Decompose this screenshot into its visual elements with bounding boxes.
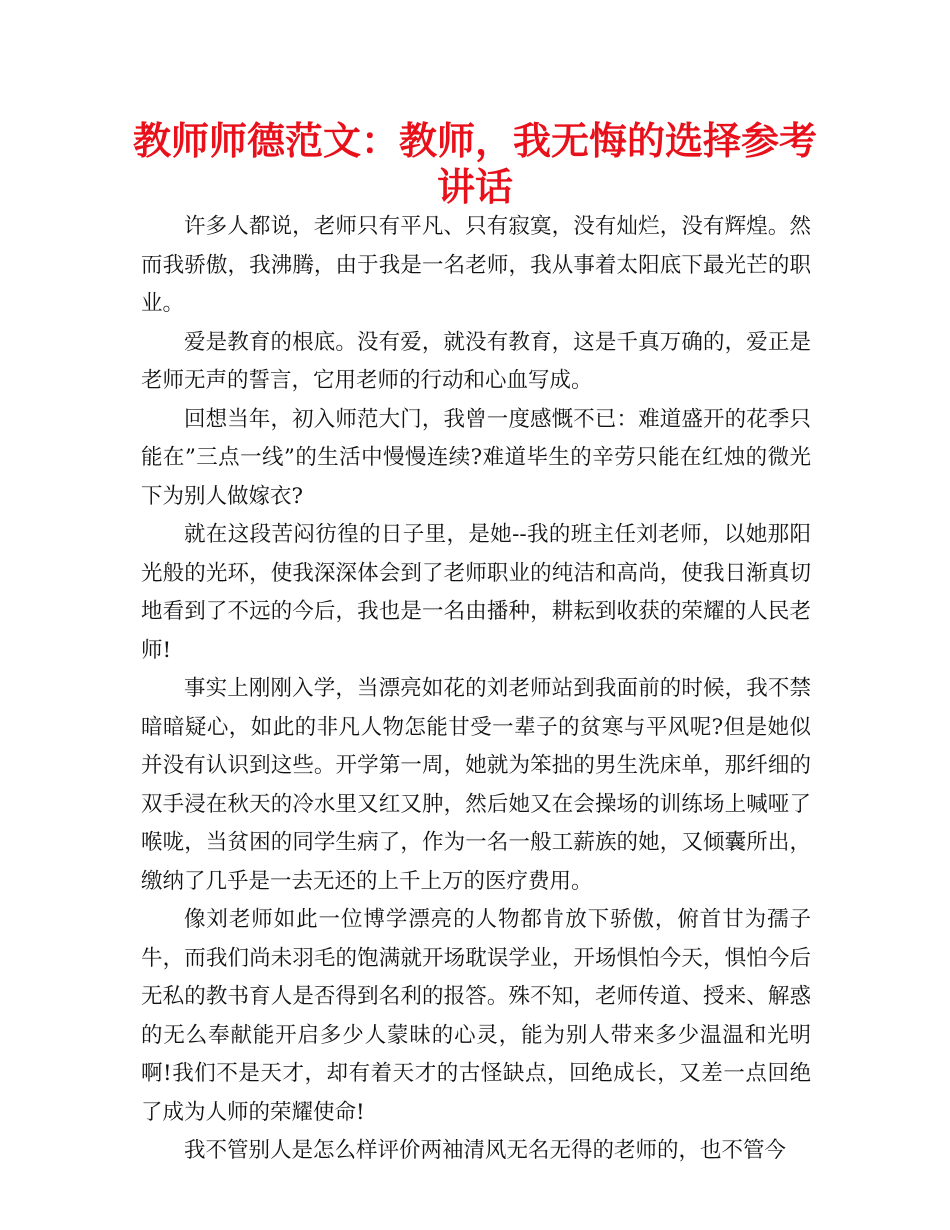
paragraph-3: 回想当年，初入师范大门，我曾一度感慨不已：难道盛开的花季只能在”三点一线”的生活中慢慢连续?难道毕生的辛劳只能在红烛的微光下为别人做嫁衣? <box>141 406 811 509</box>
paragraph-2: 爱是教育的根底。没有爱，就没有教育，这是千真万确的，爱正是老师无声的誓言，它用老师的行动和心血写成。 <box>141 329 811 393</box>
paragraph-7: 我不管别人是怎么样评价两袖清风无名无得的老师的，也不管今 <box>184 1138 787 1163</box>
paragraph-4: 就在这段苦闷彷徨的日子里，是她--我的班主任刘老师，以她那阳光般的光环，使我深深体会到了老师职业的纯洁和高尚，使我日渐真切地看到了不远的今后，我也是一名由播种，耕耘到收获的荣耀的人民老师! <box>141 522 811 663</box>
paragraph-5: 事实上刚刚入学，当漂亮如花的刘老师站到我面前的时候，我不禁暗暗疑心，如此的非凡人物怎能甘受一辈子的贫寒与平风呢?但是她似并没有认识到这些。开学第一周，她就为笨拙的男生洗床单，那纤细的双手浸在秋天的冷水里又红又肿，然后她又在会操场的训练场上喊哑了喉咙，当贫困的同学生病了，作为一名一般工薪族的她，又倾囊所出，缴纳了几乎是一去无还的上千上万的医疗费用。 <box>141 676 811 894</box>
paragraph-6: 像刘老师如此一位博学漂亮的人物都肯放下骄傲，俯首甘为孺子牛，而我们尚未羽毛的饱满就开场耽误学业，开场惧怕今天，惧怕今后无私的教书育人是否得到名利的报答。殊不知，老师传道、授来、解惑的无么奉献能开启多少人蒙昧的心灵，能为别人带来多少温温和光明啊!我们不是天才，却有着天才的古怪缺点，回绝成长，又差一点回绝了成为人师的荣耀使命! <box>141 907 811 1125</box>
document-body <box>141 208 811 1171</box>
paragraph-1: 许多人都说，老师只有平凡、只有寂寞，没有灿烂，没有辉煌。然而我骄傲，我沸腾，由于我是一名老师，我从事着太阳底下最光芒的职业。 <box>141 214 811 316</box>
document-title: 教师师德范文：教师，我无悔的选择参考讲话 <box>132 119 817 209</box>
